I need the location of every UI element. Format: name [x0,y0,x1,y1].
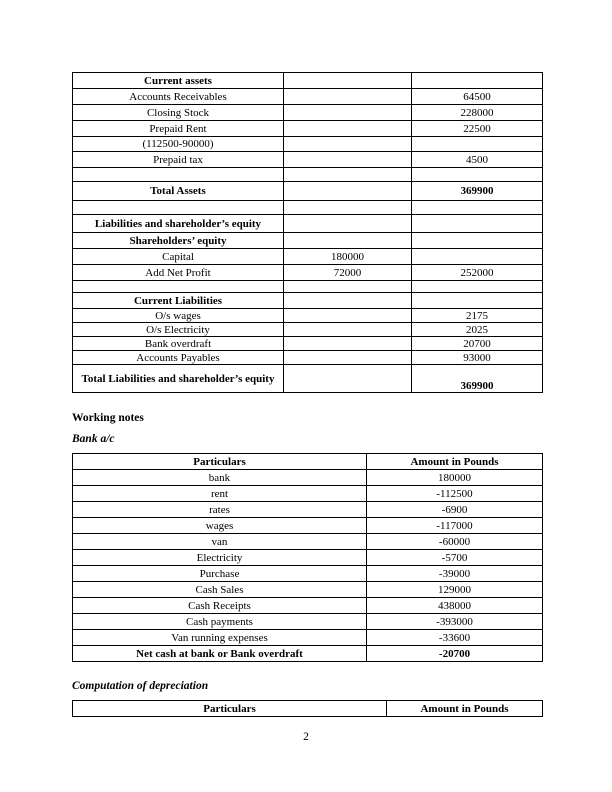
row-label: bank [73,470,367,486]
sub-amount: 180000 [284,249,412,265]
row-amount: -117000 [367,518,543,534]
total-amount: 369900 [412,182,543,201]
row-label: Van running expenses [73,630,367,646]
table-row [73,249,543,265]
row-label: rent [73,486,367,502]
sub-amount [284,215,412,233]
row-amount: -39000 [367,566,543,582]
sub-amount [284,365,412,393]
row-label: Cash Receipts [73,598,367,614]
row-label: Total Assets [73,182,284,201]
table-row [73,168,543,182]
table-row [73,233,543,249]
particulars-header: Particulars [73,701,387,717]
table-row [73,121,543,137]
depreciation-heading: Computation of depreciation [72,680,209,692]
total-amount [412,233,543,249]
particulars-header: Particulars [73,454,367,470]
table-row [73,486,543,502]
table-row [73,566,543,582]
row-label: Accounts Payables [73,351,284,365]
bank-account-heading: Bank a/c [72,433,115,445]
sub-amount [284,182,412,201]
table-row [73,646,543,662]
sub-amount [284,73,412,89]
row-label: van [73,534,367,550]
total-amount: 20700 [412,337,543,351]
total-amount: 2025 [412,323,543,337]
row-amount: -33600 [367,630,543,646]
row-label: Purchase [73,566,367,582]
row-amount: -60000 [367,534,543,550]
row-amount: 180000 [367,470,543,486]
total-amount: 4500 [412,152,543,168]
row-label: O/s wages [73,309,284,323]
table-row [73,265,543,281]
table-row [73,281,543,293]
row-label [73,168,284,182]
sub-amount [284,233,412,249]
table-row [73,518,543,534]
row-label: Capital [73,249,284,265]
row-label: Current Liabilities [73,293,284,309]
row-amount: -20700 [367,646,543,662]
balance-sheet-table [72,72,543,393]
table-row [73,201,543,215]
table-row [73,105,543,121]
row-label: Bank overdraft [73,337,284,351]
table-row [73,89,543,105]
sub-amount [284,201,412,215]
sub-amount [284,168,412,182]
table-row [73,323,543,337]
row-amount: -5700 [367,550,543,566]
table-row [73,582,543,598]
total-amount: 93000 [412,351,543,365]
sub-amount [284,121,412,137]
row-label: rates [73,502,367,518]
table-row [73,152,543,168]
table-row [73,293,543,309]
sub-amount [284,323,412,337]
total-amount: 228000 [412,105,543,121]
sub-amount: 72000 [284,265,412,281]
amount-header: Amount in Pounds [367,454,543,470]
total-amount [412,73,543,89]
table-row [73,73,543,89]
table-row [73,630,543,646]
sub-amount [284,137,412,152]
working-notes-heading: Working notes [72,412,144,424]
row-label: Closing Stock [73,105,284,121]
depreciation-table [72,700,543,717]
sub-amount [284,293,412,309]
table-row [73,182,543,201]
total-amount: 64500 [412,89,543,105]
row-label: wages [73,518,367,534]
row-label: O/s Electricity [73,323,284,337]
row-amount: -112500 [367,486,543,502]
row-label: Add Net Profit [73,265,284,281]
table-row [73,137,543,152]
table-row [73,351,543,365]
table-row [73,365,543,393]
sub-amount [284,337,412,351]
sub-amount [284,281,412,293]
row-amount: -393000 [367,614,543,630]
total-amount: 252000 [412,265,543,281]
table-row [73,614,543,630]
row-label [73,281,284,293]
total-amount: 369900 [412,365,543,393]
table-row [73,534,543,550]
total-amount [412,249,543,265]
sub-amount [284,152,412,168]
sub-amount [284,89,412,105]
total-amount [412,168,543,182]
page-number: 2 [303,731,309,743]
table-row [73,309,543,323]
row-label: Liabilities and shareholder’s equity [73,215,284,233]
row-amount: 438000 [367,598,543,614]
row-label: Cash payments [73,614,367,630]
amount-header: Amount in Pounds [387,701,543,717]
total-amount [412,215,543,233]
row-amount: -6900 [367,502,543,518]
table-header-row [73,454,543,470]
row-label: Current assets [73,73,284,89]
table-header-row [73,701,543,717]
sub-amount [284,351,412,365]
sub-amount [284,105,412,121]
total-amount [412,293,543,309]
row-label: Prepaid tax [73,152,284,168]
table-row [73,502,543,518]
row-label [73,201,284,215]
sub-amount [284,309,412,323]
row-label: Electricity [73,550,367,566]
total-amount [412,281,543,293]
row-amount: 129000 [367,582,543,598]
table-row [73,215,543,233]
row-label: Shareholders’ equity [73,233,284,249]
row-label: Prepaid Rent [73,121,284,137]
row-label: (112500-90000) [73,137,284,152]
total-amount [412,201,543,215]
total-amount [412,137,543,152]
row-label: Total Liabilities and shareholder’s equity [73,365,284,393]
row-label: Net cash at bank or Bank overdraft [73,646,367,662]
row-label: Cash Sales [73,582,367,598]
table-row [73,598,543,614]
bank-account-table [72,453,543,662]
table-row [73,550,543,566]
total-amount: 22500 [412,121,543,137]
table-row [73,470,543,486]
row-label: Accounts Receivables [73,89,284,105]
table-row [73,337,543,351]
total-amount: 2175 [412,309,543,323]
